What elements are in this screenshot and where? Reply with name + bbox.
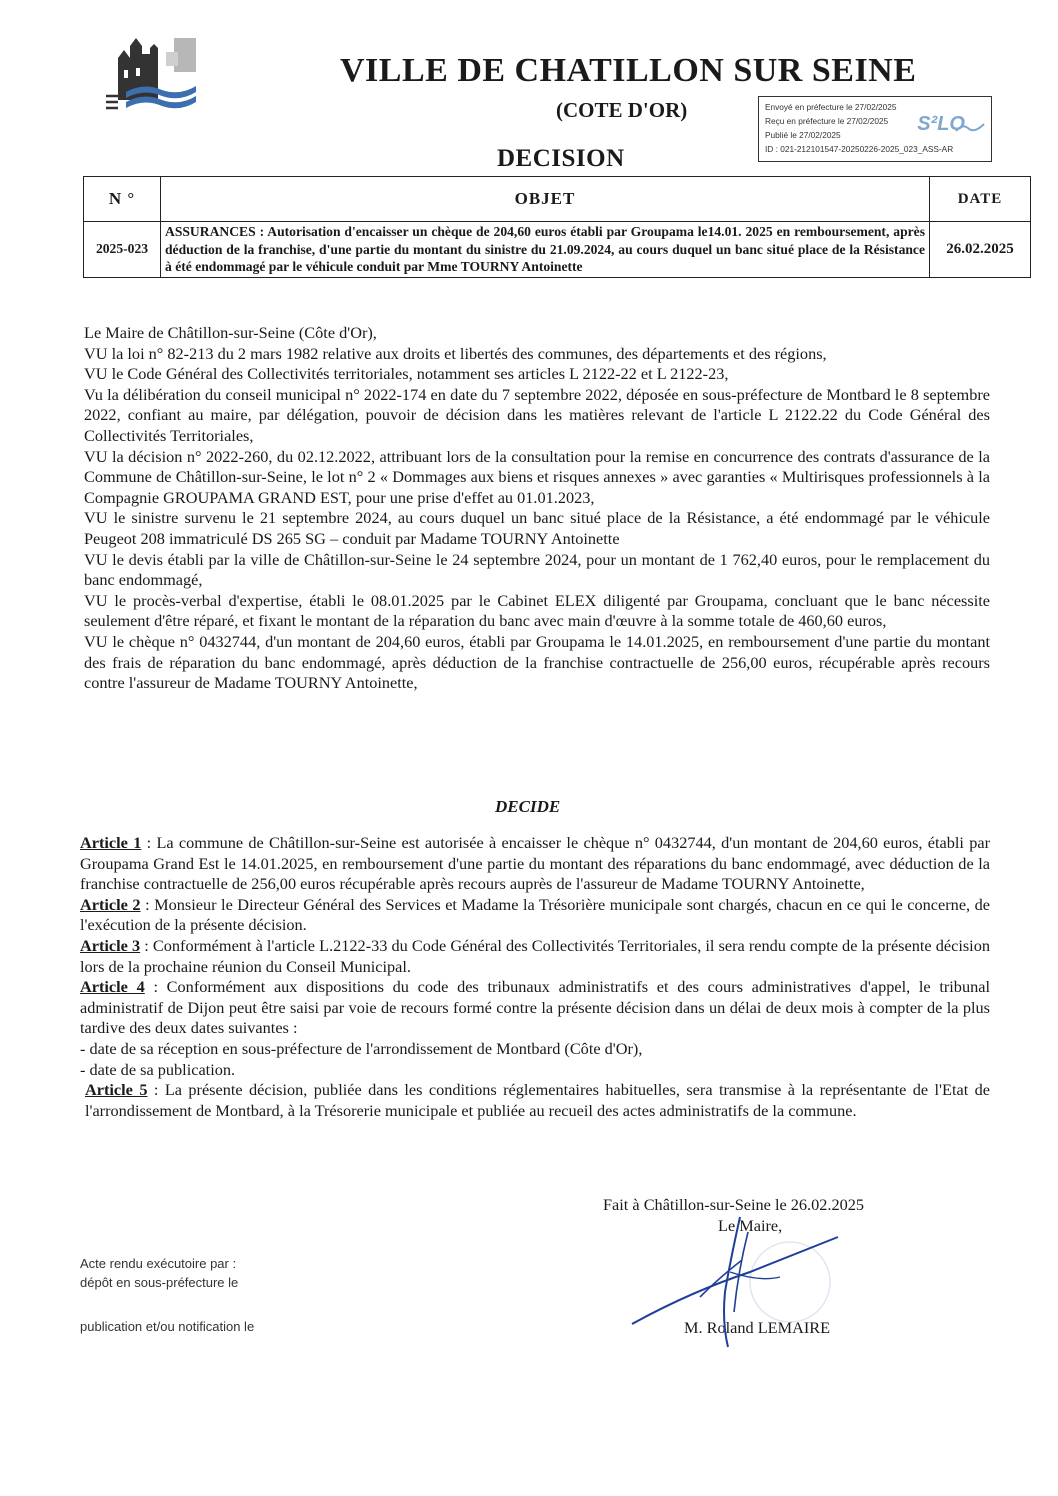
article-separator: : — [147, 1080, 165, 1100]
header-number: N ° — [84, 177, 161, 222]
decision-date: 26.02.2025 — [930, 222, 1031, 278]
table-row — [84, 222, 1031, 278]
article-text: La commune de Châtillon-sur-Seine est autorisée à encaisser le chèque n° 0432744, d'un montant de 204,60 euros, établi par Groupama Grand Est le 14.01.2025, en remboursement d'une partie du montant des réparations du banc endommagé, avec déduction de la franchise contractuelle de 256,00 euros récupérable après recours auprès de l'assureur de Madame TOURNY Antoinette, — [80, 833, 991, 894]
executory-line: Acte rendu exécutoire par : — [80, 1256, 237, 1271]
article-3 — [80, 936, 990, 977]
article-text: Conformément aux dispositions du code des tribunaux administratifs et des cours administratives d'appel, le tribunal administratif de Dijon peut être saisi par voie de recours formé contre la présente décision dans un délai de deux mois à compter de la plus tardive des deux dates suivantes : — [80, 977, 990, 1038]
article-1 — [80, 833, 990, 895]
vu-paragraph: VU la décision n° 2022-260, du 02.12.2022, attribuant lors de la consultation pour la remise en concurrence des contrats d'assurance de la Commune de Châtillon-sur-Seine, le lot n° 2 « Dommages aux biens et risques annexes » avec garanties « Multirisques professionnels à la Compagnie GROUPAMA GRAND EST, pour une prise d'effet au 01.01.2023, — [84, 446, 990, 507]
article-text: - date de sa réception en sous-préfecture de l'arrondissement de Montbard (Côte d'Or), — [80, 1038, 643, 1058]
intro-line: Le Maire de Châtillon-sur-Seine (Côte d'Or), — [84, 323, 377, 342]
article-4-item — [80, 1039, 990, 1060]
mayor-name: M. Roland LEMAIRE — [684, 1318, 831, 1337]
publication-note: publication et/ou notification le — [80, 1319, 255, 1334]
article-text: - date de sa publication. — [80, 1059, 236, 1079]
vu-paragraph: VU le Code Général des Collectivités territoriales, notamment ses articles L 2122-22 et L 2122-23, — [84, 364, 729, 384]
vu-paragraph: VU la loi n° 82-213 du 2 mars 1982 relative aux droits et libertés des communes, des départements et des régions, — [84, 343, 827, 363]
vu-paragraph: VU le chèque n° 0432744, d'un montant de 204,60 euros, établi par Groupama le 14.01.2025, en remboursement d'une partie du montant des frais de réparation du banc endommagé, après déduction de la franchise contractuelle de 256,00 euros, récupérable après recours contre l'assureur de Madame TOURNY Antoinette, — [84, 631, 990, 693]
article-text: La présente décision, publiée dans les conditions réglementaires habituelles, sera transmise à la représentante de l'Etat de l'arrondissement de Montbard, à la Trésorerie municipale et publiée au recueil des actes administratifs de la commune. — [85, 1080, 990, 1120]
decision-number: 2025-023 — [84, 222, 161, 278]
article-separator: : — [144, 977, 167, 997]
article-label: Article 4 — [80, 977, 145, 997]
stamp-received-line: Reçu en préfecture le 27/02/2025 — [765, 116, 889, 126]
stamp-id-line: ID : 021-212101547-20250226-2025_023_ASS-AR — [765, 144, 954, 154]
handwritten-signature — [630, 1212, 840, 1352]
deposit-line: dépôt en sous-préfecture le — [80, 1275, 239, 1290]
document-type-heading: DECISION — [497, 145, 625, 172]
department-subtitle: (COTE D'OR) — [556, 98, 688, 122]
article-text: Conformément à l'article L.2122-33 du Code Général des Collectivités Territoriales, il sera rendu compte de la présente décision lors de la prochaine réunion du Conseil Municipal. — [80, 935, 990, 976]
article-label: Article 5 — [85, 1080, 148, 1100]
decision-object: ASSURANCES : Autorisation d'encaisser un chèque de 204,60 euros établi par Groupama le14.01. 2025 en remboursement, après déduction de la franchise, d'une partie du montant du sinistre du 21.09.2024, au cours duquel un banc situé place de la Résistance à été endommagé par le véhicule conduit par Mme TOURNY Antoinette — [161, 222, 930, 278]
article-4-item — [80, 1060, 990, 1081]
stamp-published-line: Publié le 27/02/2025 — [765, 130, 841, 140]
signature-place-date: Fait à Châtillon-sur-Seine le 26.02.2025 — [603, 1195, 865, 1214]
article-2 — [80, 895, 990, 936]
article-separator: : — [140, 935, 153, 955]
town-title: VILLE DE CHATILLON SUR SEINE — [340, 52, 917, 89]
article-label: Article 3 — [80, 935, 141, 955]
articles-block — [80, 833, 990, 1121]
executory-note — [80, 1254, 238, 1292]
signature-role: Le Maire, — [718, 1216, 783, 1235]
considerations-block — [84, 323, 990, 694]
vu-paragraph: VU le procès-verbal d'expertise, établi le 08.01.2025 par le Cabinet ELEX diligenté par Groupama, concluant que le banc nécessite seulement d'être réparé, et fixant le montant de la réparation du banc avec main d'œuvre à la somme totale de 460,60 euros, — [84, 590, 990, 631]
article-separator: : — [140, 894, 155, 914]
decide-heading: DECIDE — [495, 797, 561, 816]
stamp-sent-line: Envoyé en préfecture le 27/02/2025 — [765, 102, 897, 112]
table-header-row — [84, 177, 1031, 222]
article-label: Article 1 — [80, 833, 142, 852]
s2lo-swoosh-icon — [955, 121, 985, 135]
article-label: Article 2 — [80, 894, 141, 914]
town-logo — [104, 30, 204, 118]
article-separator: : — [141, 833, 157, 852]
vu-paragraph: VU le devis établi par la ville de Châtillon-sur-Seine le 24 septembre 2024, pour un montant de 1 762,40 euros, pour le remplacement du banc endommagé, — [84, 549, 990, 590]
vu-paragraph: Vu la délibération du conseil municipal n° 2022-174 en date du 7 septembre 2022, déposée en sous-préfecture de Montbard le 8 septembre 2022, confiant au maire, par délégation, pouvoir de décision dans les matières relevant de l'article L 2122.22 du Code Général des Collectivités Territoriales, — [84, 384, 990, 445]
header-objet: OBJET — [161, 177, 930, 222]
header-date: DATE — [930, 177, 1031, 222]
decision-object-table — [83, 176, 1031, 278]
vu-paragraph: VU le sinistre survenu le 21 septembre 2024, au cours duquel un banc situé place de la Résistance, a été endommagé par le véhicule Peugeot 208 immatriculé DS 265 SG – conduit par Madame TOURNY Antoinette — [84, 508, 990, 548]
s2lo-logo: S²LO — [917, 113, 965, 135]
article-text: Monsieur le Directeur Général des Services et Madame la Trésorière municipale sont chargés, chacun en ce qui le concerne, de l'exécution de la présente décision. — [80, 894, 990, 935]
article-5 — [80, 1080, 990, 1121]
article-4 — [80, 977, 990, 1039]
prefecture-stamp — [758, 96, 992, 162]
